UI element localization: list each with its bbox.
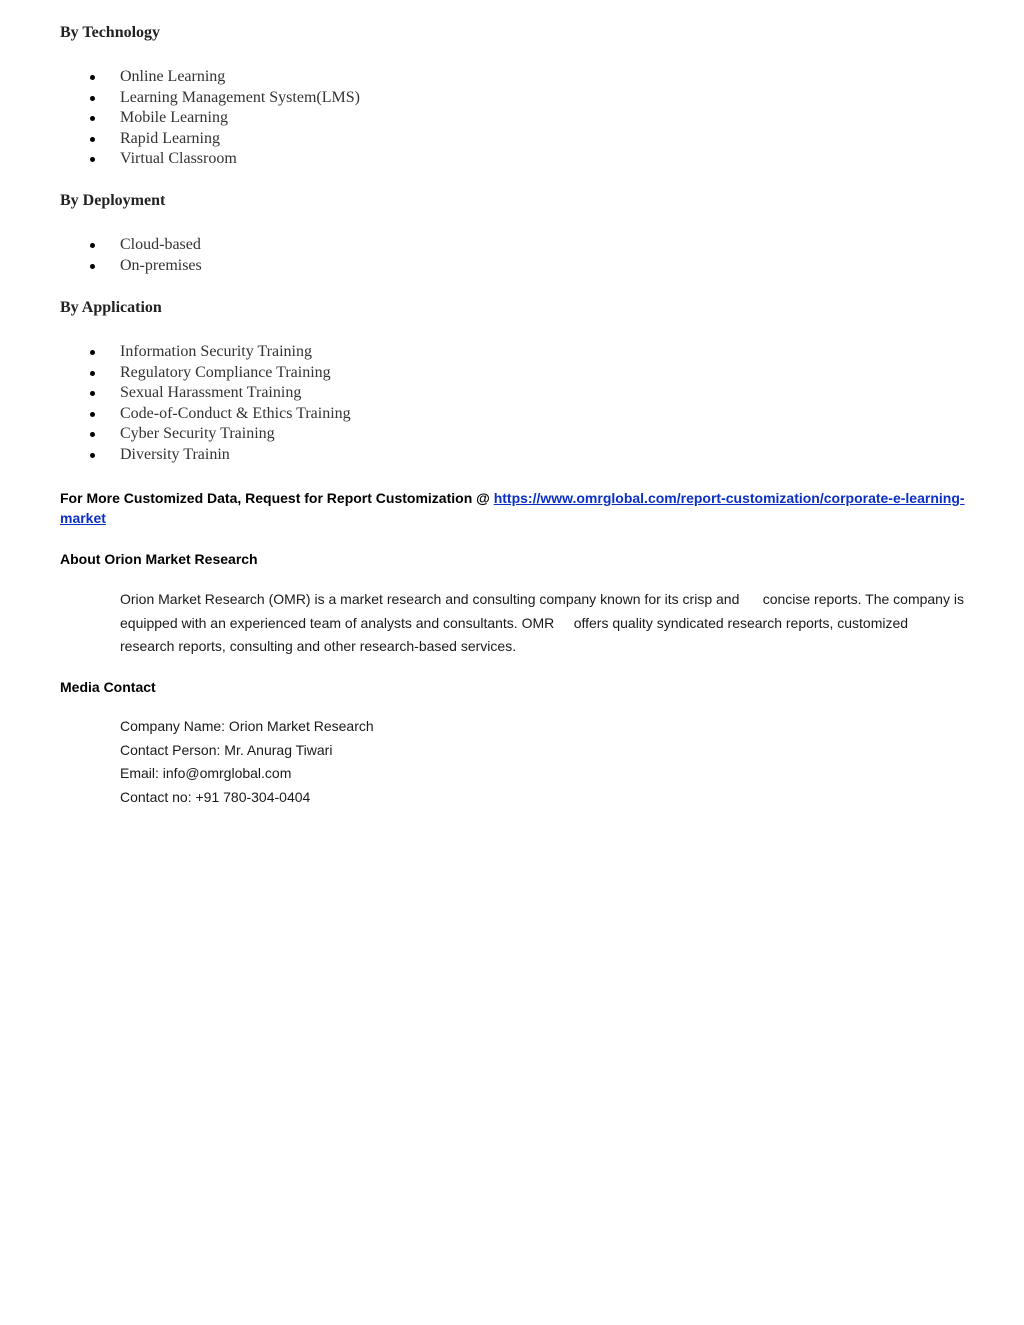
customization-link[interactable]: https://www.omrglobal.com/report-customization/corporate-e-learning-market [60, 490, 965, 526]
list-item [0, 67, 360, 88]
list-item [0, 342, 351, 363]
list-item [0, 404, 351, 425]
list-item-label: Diversity Trainin [120, 445, 230, 463]
bullet-icon [90, 350, 95, 355]
list-item-label: On-premises [120, 256, 202, 274]
bullet-icon [90, 157, 95, 162]
bullet-icon [90, 432, 95, 437]
list-item [0, 363, 351, 384]
list-item-label: Regulatory Compliance Training [120, 363, 331, 381]
bullet-icon [90, 412, 95, 417]
list-item [0, 149, 360, 170]
list-item [0, 129, 360, 150]
deployment-list [0, 235, 202, 276]
deployment-heading: By Deployment [60, 192, 166, 209]
list-item [0, 424, 351, 445]
customization-text: For More Customized Data, Request for Report Customization @ [60, 490, 494, 506]
list-item-label: Code-of-Conduct & Ethics Training [120, 404, 351, 422]
list-item-label: Cloud-based [120, 236, 201, 253]
bullet-icon [90, 453, 95, 458]
list-item [0, 383, 351, 404]
list-item-label: Information Security Training [120, 343, 312, 360]
technology-list [0, 67, 360, 170]
bullet-icon [90, 75, 95, 80]
list-item-label: Rapid Learning [120, 129, 220, 147]
application-list [0, 342, 351, 465]
bullet-icon [90, 96, 95, 101]
contact-company: Company Name: Orion Market Research [120, 718, 374, 734]
about-body [120, 588, 968, 659]
customization-request [60, 488, 970, 528]
list-item [0, 445, 351, 466]
list-item-label: Mobile Learning [120, 109, 228, 126]
list-item-label: Sexual Harassment Training [120, 384, 302, 401]
bullet-icon [90, 391, 95, 396]
bullet-icon [90, 264, 95, 269]
bullet-icon [90, 116, 95, 121]
contact-person: Contact Person: Mr. Anurag Tiwari [120, 742, 333, 758]
bullet-icon [90, 371, 95, 376]
about-heading: About Orion Market Research [60, 551, 258, 567]
list-item-label: Virtual Classroom [120, 150, 237, 167]
bullet-icon [90, 243, 95, 248]
contact-email: Email: info@omrglobal.com [120, 765, 292, 781]
list-item [0, 108, 360, 129]
application-heading: By Application [60, 299, 162, 316]
list-item [0, 88, 360, 109]
about-body-text: Orion Market Research (OMR) is a market research and consulting company known for its crisp and concise reports. The company is equipped with an experienced team of analysts and consultants. OMR offers quality syndicated research reports, customized research reports, consulting and other research-based services. [120, 591, 968, 654]
bullet-icon [90, 137, 95, 142]
technology-heading: By Technology [60, 24, 161, 41]
list-item-label: Learning Management System(LMS) [120, 88, 360, 106]
contact-phone: Contact no: +91 780-304-0404 [120, 789, 311, 805]
list-item [0, 235, 202, 256]
media-contact-heading: Media Contact [60, 679, 156, 695]
list-item-label: Online Learning [120, 68, 226, 85]
list-item [0, 256, 202, 277]
list-item-label: Cyber Security Training [120, 425, 275, 442]
